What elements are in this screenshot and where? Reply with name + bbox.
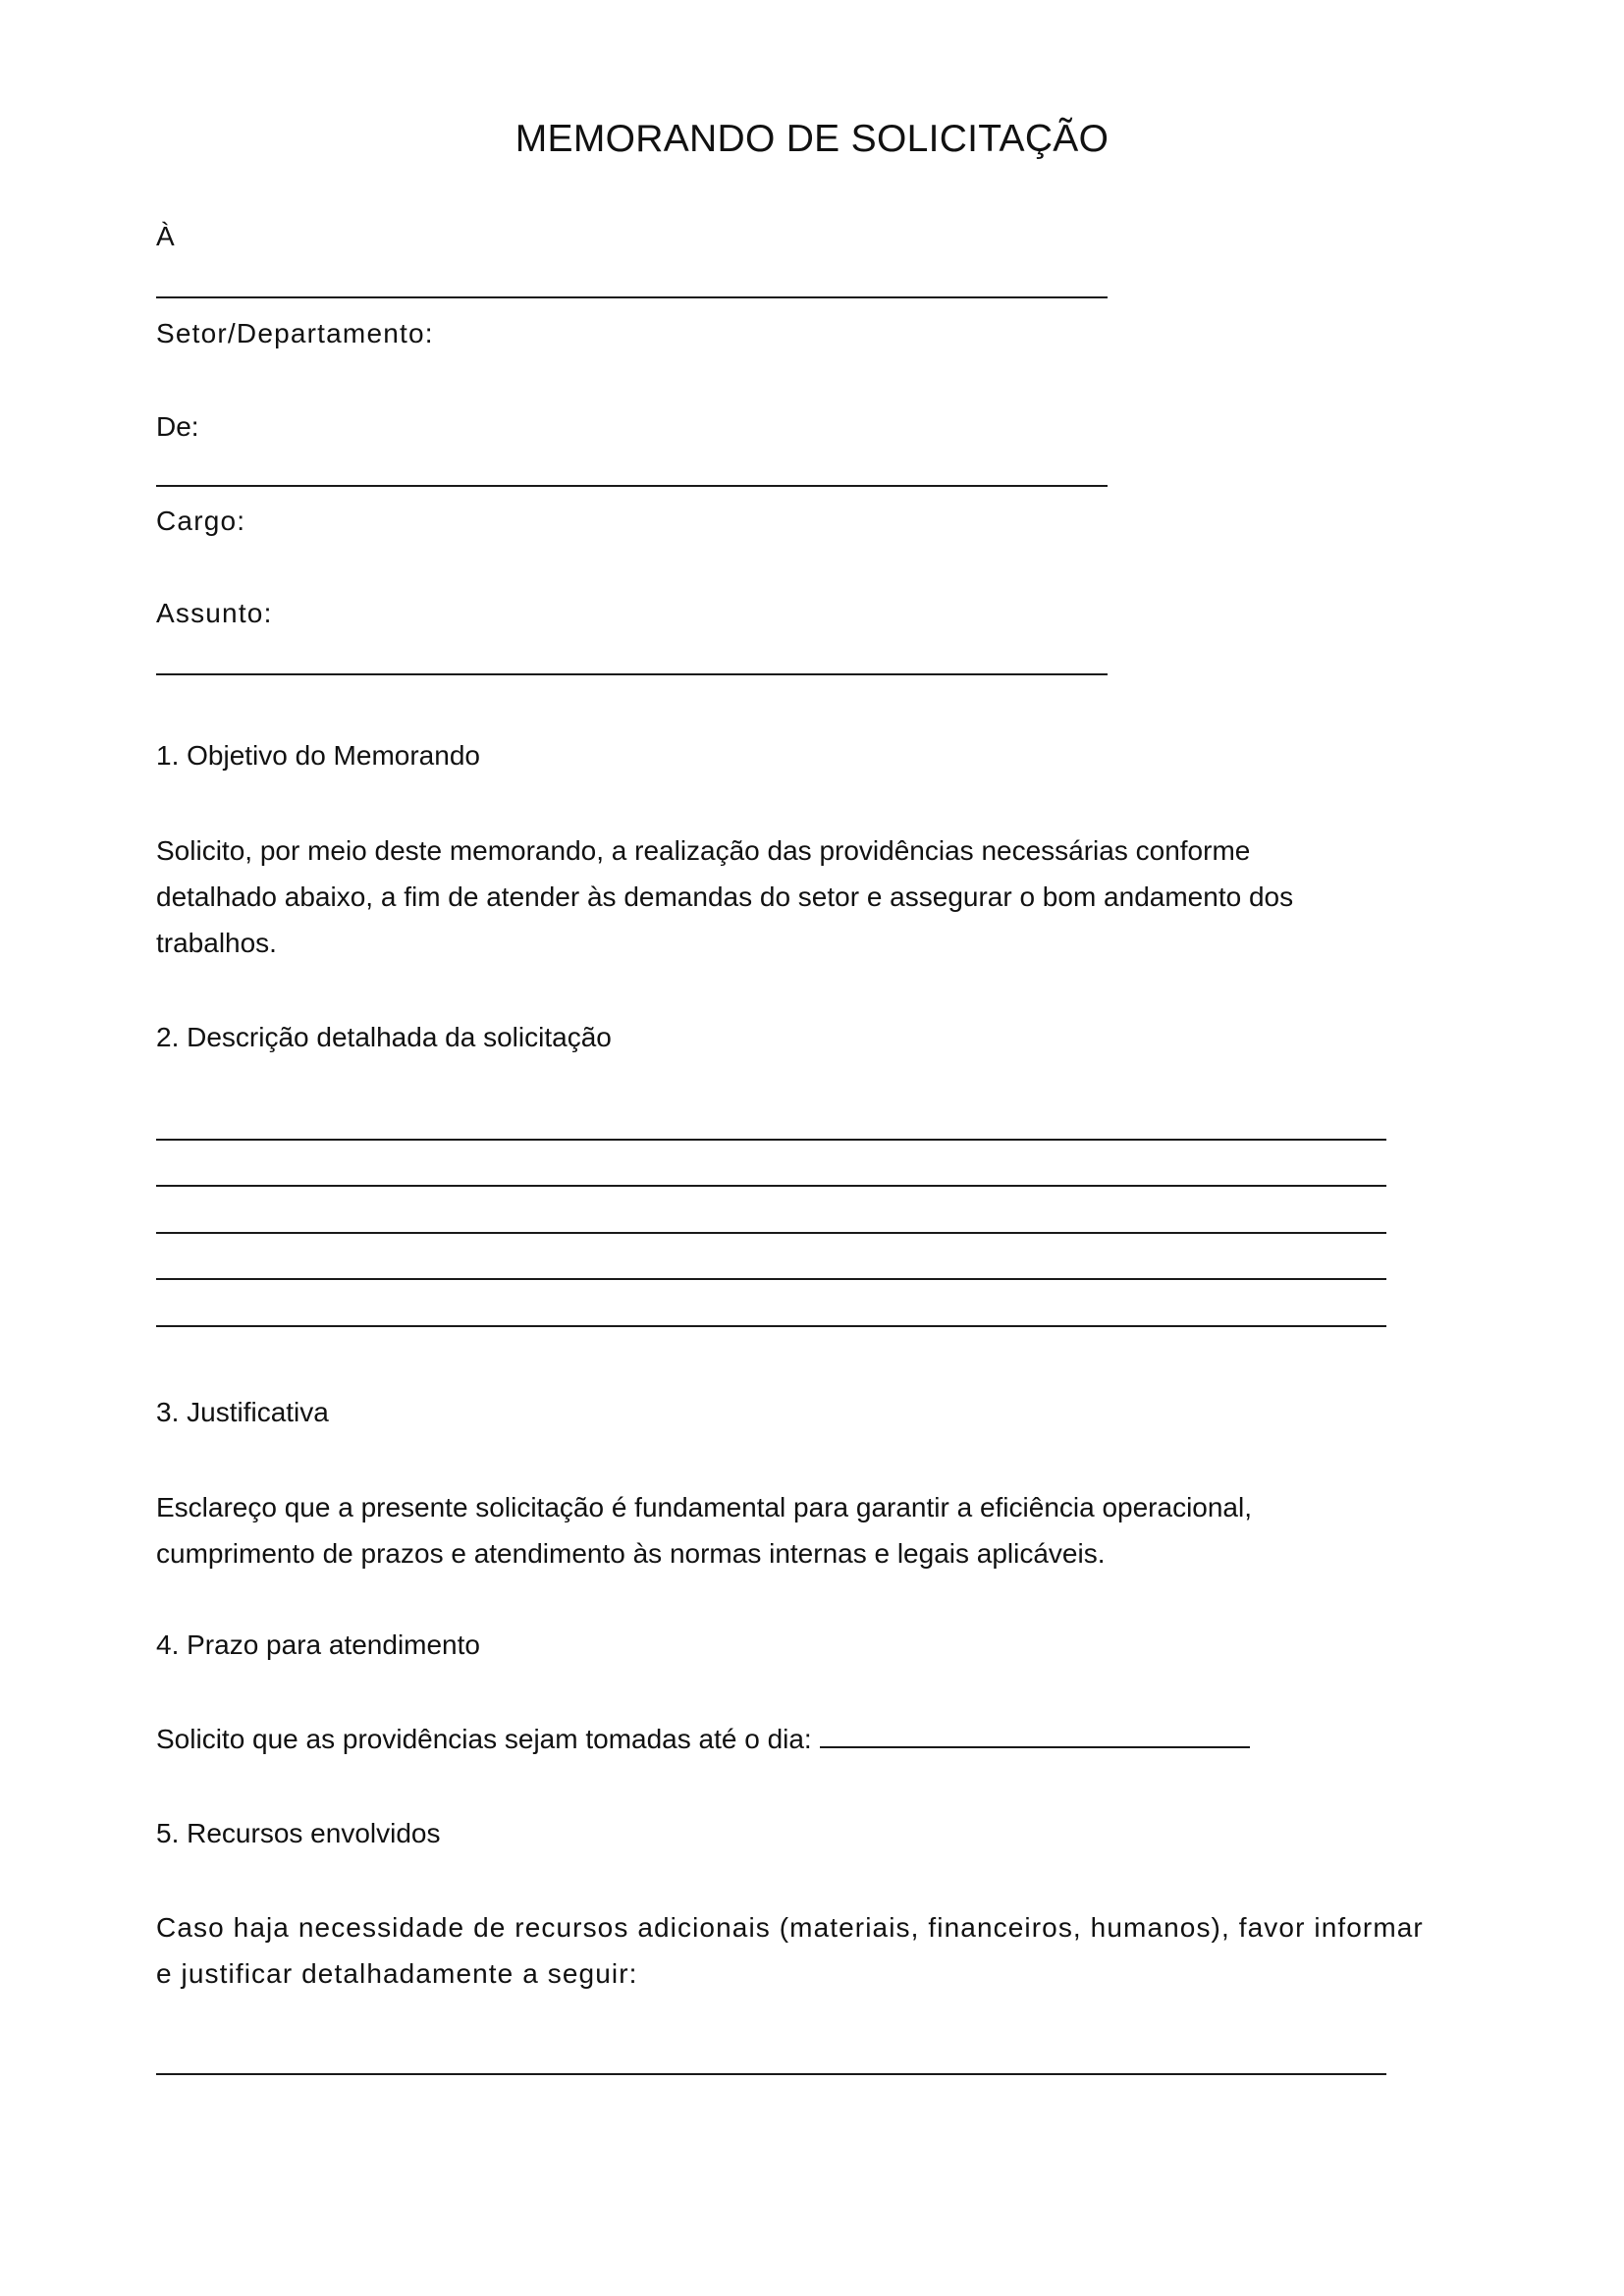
from-fill-line[interactable] — [156, 485, 1108, 487]
description-fill-line[interactable] — [156, 1139, 1386, 1141]
to-label: À — [156, 221, 175, 251]
description-fill-line[interactable] — [156, 1278, 1386, 1280]
paragraph-line: Caso haja necessidade de recursos adicionais (materiais, financeiros, humanos), favor informar — [156, 1912, 1424, 1943]
section-objective-heading: 1. Objetivo do Memorando — [156, 740, 480, 771]
subject-fill-line[interactable] — [156, 673, 1108, 675]
section-resources-paragraph — [156, 1904, 1491, 1997]
paragraph-line: Solicito, por meio deste memorando, a realização das providências necessárias conforme — [156, 835, 1251, 866]
section-deadline-heading: 4. Prazo para atendimento — [156, 1629, 480, 1660]
description-fill-line[interactable] — [156, 1185, 1386, 1187]
paragraph-line: detalhado abaixo, a fim de atender às demandas do setor e assegurar o bom andamento dos — [156, 881, 1294, 912]
paragraph-line: trabalhos. — [156, 928, 277, 958]
resources-fill-line[interactable] — [156, 2073, 1386, 2075]
section-description-heading: 2. Descrição detalhada da solicitação — [156, 1022, 612, 1052]
section-objective-paragraph — [156, 828, 1491, 966]
deadline-text: Solicito que as providências sejam tomadas até o dia: — [156, 1724, 812, 1754]
paragraph-line: e justificar detalhadamente a seguir: — [156, 1958, 638, 1989]
section-resources-heading: 5. Recursos envolvidos — [156, 1818, 441, 1848]
paragraph-line: Esclareço que a presente solicitação é fundamental para garantir a eficiência operacional, — [156, 1492, 1253, 1522]
to-fill-line[interactable] — [156, 296, 1108, 298]
page-title: MEMORANDO DE SOLICITAÇÃO — [514, 118, 1110, 160]
from-label: De: — [156, 411, 199, 442]
paragraph-line: cumprimento de prazos e atendimento às normas internas e legais aplicáveis. — [156, 1538, 1106, 1569]
department-label: Setor/Departamento: — [156, 318, 434, 348]
description-fill-line[interactable] — [156, 1232, 1386, 1234]
position-label: Cargo: — [156, 506, 246, 536]
deadline-date-fill-line[interactable] — [820, 1746, 1250, 1748]
deadline-line — [156, 1722, 1250, 1757]
section-justification-paragraph — [156, 1484, 1491, 1576]
description-fill-line[interactable] — [156, 1325, 1386, 1327]
subject-label: Assunto: — [156, 598, 273, 628]
section-justification-heading: 3. Justificativa — [156, 1397, 329, 1427]
